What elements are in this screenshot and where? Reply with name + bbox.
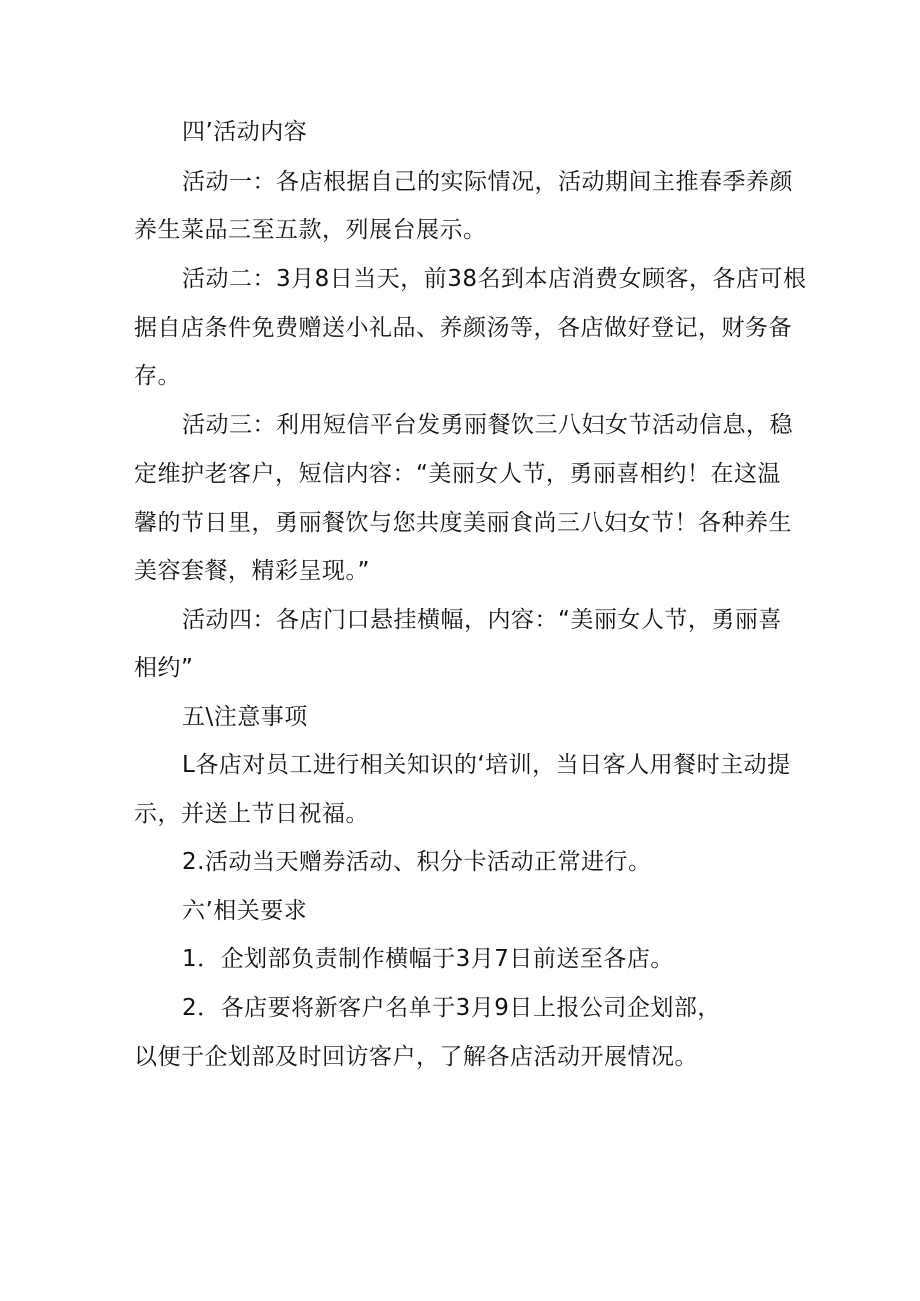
activity-three-line-4: 美容套餐，精彩呈现。”	[134, 558, 370, 584]
activity-two-line-1: 活动二：3月8日当天，前38名到本店消费女顾客，各店可根	[182, 266, 807, 292]
section-heading-notes: 五\注意事项	[182, 704, 308, 730]
note-one-line-1: L各店对员工进行相关知识的‘培训，当日客人用餐时主动提	[182, 752, 791, 778]
requirement-two: 2．各店要将新客户名单于3月9日上报公司企划部，	[182, 995, 721, 1021]
activity-four-line-1: 活动四：各店门口悬挂横幅，内容：“美丽女人节，勇丽喜	[182, 607, 782, 633]
activity-one-line-2: 养生菜品三至五款，列展台展示。	[134, 217, 487, 243]
activity-two-line-2: 据自店条件免费赠送小礼品、养颜汤等，各店做好登记，财务备	[134, 315, 792, 341]
requirement-two-continuation: 以便于企划部及时回访客户，了解各店活动开展情况。	[134, 1044, 698, 1070]
note-one-line-2: 示，并送上节日祝福。	[134, 801, 369, 827]
section-heading-activities: 四’活动内容	[182, 119, 308, 145]
activity-three-line-1: 活动三：利用短信平台发勇丽餐饮三八妇女节活动信息，稳	[182, 412, 793, 438]
activity-one-line-1: 活动一：各店根据自己的实际情况，活动期间主推春季养颜	[182, 169, 793, 195]
requirement-one: 1．企划部负责制作横幅于3月7日前送至各店。	[182, 946, 674, 972]
note-two: 2.活动当天赠券活动、积分卡活动正常进行。	[182, 849, 652, 875]
activity-three-line-2: 定维护老客户，短信内容：“美丽女人节，勇丽喜相约！在这温	[134, 461, 781, 487]
activity-three-line-3: 馨的节日里，勇丽餐饮与您共度美丽食尚三八妇女节！各种养生	[134, 510, 792, 536]
section-heading-requirements: 六’相关要求	[182, 898, 308, 924]
activity-two-line-3: 存。	[134, 363, 181, 389]
activity-four-line-2: 相约”	[134, 655, 194, 681]
